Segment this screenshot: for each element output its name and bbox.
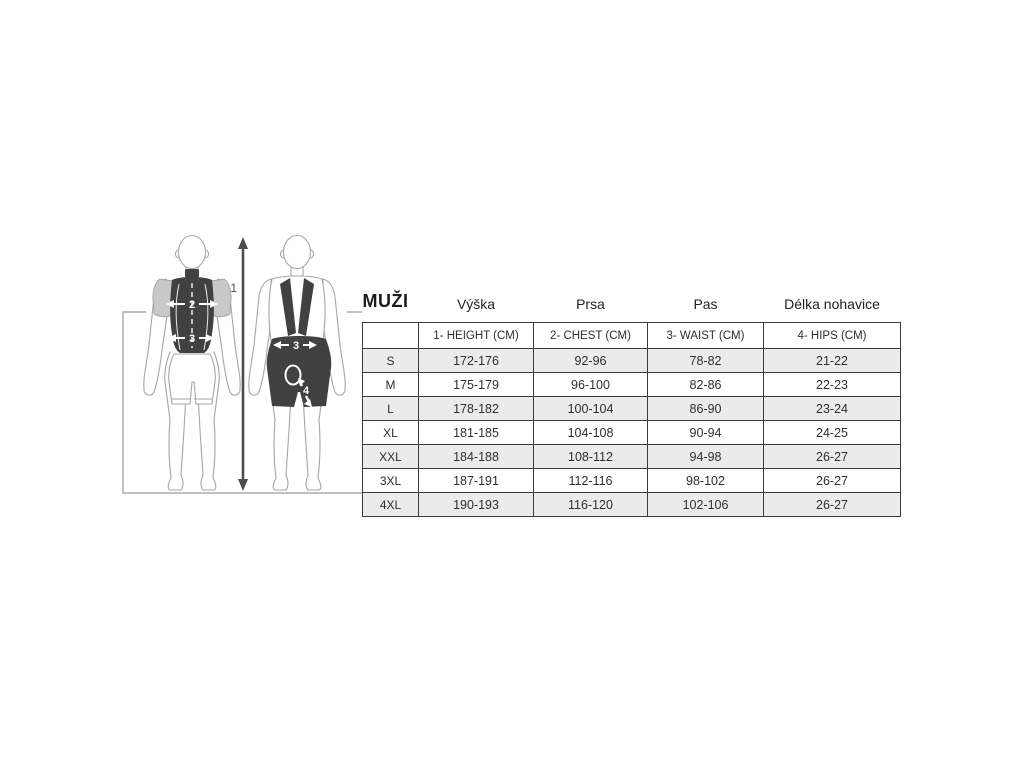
hips-cell: 26-27 xyxy=(764,493,901,517)
hips-arrow-label: 4 xyxy=(302,385,310,397)
table-row xyxy=(363,397,901,421)
table-row xyxy=(363,469,901,493)
height-arrow xyxy=(238,237,248,491)
size-cell: M xyxy=(363,373,419,397)
column-title-delka: Délka nohavice xyxy=(764,274,901,323)
height-cell: 181-185 xyxy=(419,421,534,445)
page-title: MUŽI xyxy=(363,274,419,323)
jersey-waist-arrow-label: 3 xyxy=(188,333,196,345)
table-row xyxy=(363,373,901,397)
waist-cell: 78-82 xyxy=(648,349,764,373)
height-cell: 187-191 xyxy=(419,469,534,493)
waist-cell: 98-102 xyxy=(648,469,764,493)
waist-cell: 102-106 xyxy=(648,493,764,517)
empty-corner-cell xyxy=(363,323,419,349)
table-row xyxy=(363,445,901,469)
collar xyxy=(185,269,199,278)
table-row xyxy=(363,493,901,517)
size-cell: 3XL xyxy=(363,469,419,493)
table-row xyxy=(363,421,901,445)
height-cell: 178-182 xyxy=(419,397,534,421)
column-title-vyska: Výška xyxy=(419,274,534,323)
waist-cell: 90-94 xyxy=(648,421,764,445)
height-arrow-label: 1 xyxy=(230,281,237,295)
size-cell: 4XL xyxy=(363,493,419,517)
chest-cell: 116-120 xyxy=(534,493,648,517)
height-cell: 190-193 xyxy=(419,493,534,517)
measure-header-hips: 4- HIPS (CM) xyxy=(764,323,901,349)
measure-header-chest: 2- CHEST (CM) xyxy=(534,323,648,349)
size-cell: L xyxy=(363,397,419,421)
height-cell: 184-188 xyxy=(419,445,534,469)
head xyxy=(284,236,311,269)
column-title-prsa: Prsa xyxy=(534,274,648,323)
waist-cell: 82-86 xyxy=(648,373,764,397)
bib-shorts-figure xyxy=(249,236,345,491)
hips-cell: 22-23 xyxy=(764,373,901,397)
right-sleeve xyxy=(211,279,231,317)
hips-cell: 26-27 xyxy=(764,469,901,493)
bib-waist-arrow-label: 3 xyxy=(292,340,300,352)
column-title-pas: Pas xyxy=(648,274,764,323)
waist-cell: 86-90 xyxy=(648,397,764,421)
chest-cell: 92-96 xyxy=(534,349,648,373)
head xyxy=(179,236,206,269)
chest-arrow-label: 2 xyxy=(188,299,196,311)
waist-cell: 94-98 xyxy=(648,445,764,469)
size-cell: S xyxy=(363,349,419,373)
measure-header-height: 1- HEIGHT (CM) xyxy=(419,323,534,349)
hips-cell: 26-27 xyxy=(764,445,901,469)
chest-cell: 96-100 xyxy=(534,373,648,397)
column-titles-row xyxy=(363,274,901,323)
height-cell: 172-176 xyxy=(419,349,534,373)
measure-headers-row xyxy=(363,323,901,349)
chest-cell: 112-116 xyxy=(534,469,648,493)
jersey-figure xyxy=(144,236,240,491)
chest-cell: 104-108 xyxy=(534,421,648,445)
size-cell: XL xyxy=(363,421,419,445)
size-table xyxy=(362,274,901,517)
chest-cell: 108-112 xyxy=(534,445,648,469)
size-cell: XXL xyxy=(363,445,419,469)
white-shorts xyxy=(169,354,216,404)
measure-header-waist: 3- WAIST (CM) xyxy=(648,323,764,349)
measurement-figures-illustration xyxy=(110,225,372,502)
height-cell: 175-179 xyxy=(419,373,534,397)
hips-cell: 23-24 xyxy=(764,397,901,421)
chest-cell: 100-104 xyxy=(534,397,648,421)
left-sleeve xyxy=(153,279,173,317)
hips-cell: 24-25 xyxy=(764,421,901,445)
hips-cell: 21-22 xyxy=(764,349,901,373)
table-row xyxy=(363,349,901,373)
